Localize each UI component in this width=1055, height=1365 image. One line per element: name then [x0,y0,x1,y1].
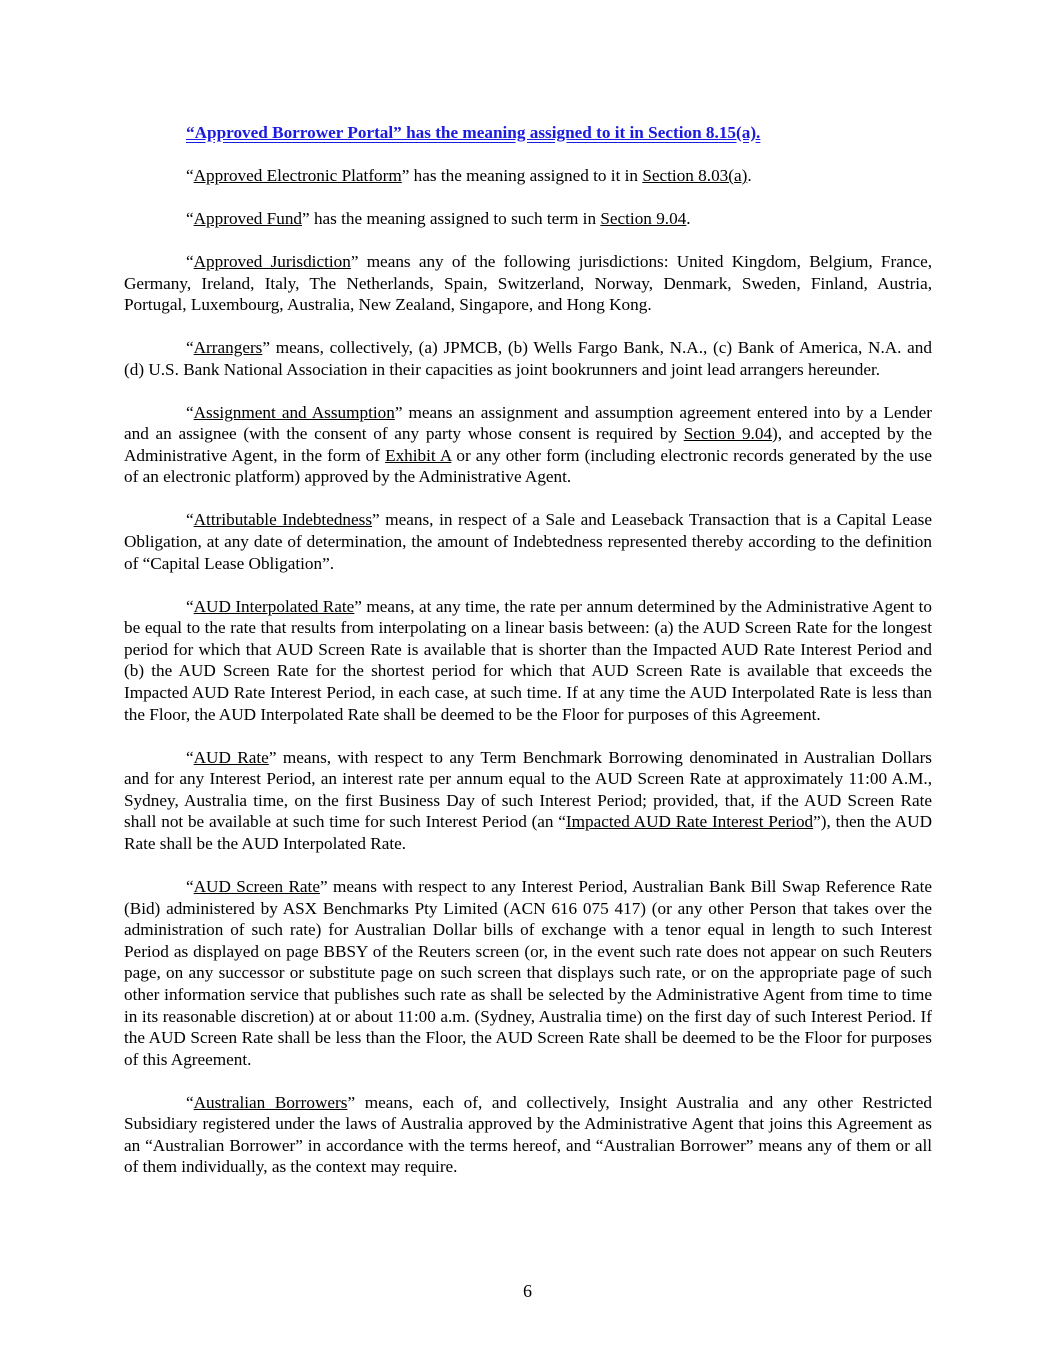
definition-approved-jurisdiction [124,251,932,316]
definition-text: “ [186,402,194,422]
definition-text: “ [186,165,194,185]
definition-text: ” has the meaning assigned to it in [401,165,643,185]
defined-term: AUD Rate [193,747,269,767]
definition-text: ” means, each of, and collectively, Insight Australia and any other Restricted Subsidiary registered under the laws of Australia approved by the Administrative Agent that joins this Agreement as an “Australian Borrower” in accordance with the terms hereof, and “Australian Borrower” means any of them or all of them individually, as the context may require. [124,1092,932,1177]
defined-term: Section 9.04 [600,208,687,228]
defined-term: Approved Fund [193,208,303,228]
definition-approved-fund [124,208,932,230]
definition-text: ” means, at any time, the rate per annum determined by the Administrative Agent to be equal to the rate that results from interpolating on a linear basis between: (a) the AUD Screen Rate for the longest period for which that AUD Screen Rate is available that is shorter than the Impacted AUD Rate Interest Period and (b) the AUD Screen Rate for the shortest period for which that AUD Screen Rate is available that exceeds the Impacted AUD Rate Interest Period, in each case, at such time. If at any time the AUD Interpolated Rate is less than the Floor, the AUD Interpolated Rate shall be deemed to be the Floor for purposes of this Agreement. [124,596,932,724]
defined-term: Arrangers [193,338,263,358]
definition-text: “ [186,596,194,616]
definition-text: “Approved Borrower Portal” has the meaning assigned to it in Section 8.15(a). [186,123,761,142]
definition-text: ), and accepted by the Administrative Agent, in the form of [124,424,932,465]
definitions-list [124,122,932,1178]
definition-assignment-and-assumption [124,402,932,488]
definition-text: ” has the meaning assigned to such term in [302,208,601,228]
defined-term: Section 9.04 [683,424,773,444]
defined-term: Approved Electronic Platform [193,165,402,185]
definition-text: “ [186,747,194,767]
definition-text: ” means, in respect of a Sale and Leaseback Transaction that is a Capital Lease Obligation, at any date of determination, the amount of Indebtedness represented thereby according to the definition of “Capital Lease Obligation”. [124,510,932,573]
defined-term: AUD Screen Rate [193,876,320,896]
definition-aud-interpolated-rate [124,596,932,726]
defined-term: Australian Borrowers [193,1092,348,1112]
definition-aud-screen-rate [124,876,932,1070]
definition-australian-borrowers [124,1092,932,1178]
document-body [124,122,932,1199]
definition-text: “ [186,1092,194,1112]
definition-text: . [747,165,752,185]
defined-term: Attributable Indebtedness [193,510,373,530]
definition-text: “ [186,338,194,358]
definition-approved-borrower-portal [124,122,932,144]
definition-text: “ [186,251,194,271]
definition-aud-rate [124,747,932,855]
definition-approved-electronic-platform [124,165,932,187]
definition-text: “ [186,208,194,228]
definition-text: ” means, with respect to any Term Benchmark Borrowing denominated in Australian Dollars and for any Interest Period, an interest rate per annum equal to the AUD Screen Rate at approximately 11:00 A.M., Sydney, Australia time, on the first Business Day of such Interest Period; provided, that, if the AUD Screen Rate shall not be available at such time for such Interest Period (an “ [124,747,932,832]
defined-term: AUD Interpolated Rate [193,596,355,616]
definition-text: . [686,208,691,228]
definition-text: ” means an assignment and assumption agreement entered into by a Lender and an assignee (with the consent of any party whose consent is required by [124,402,932,444]
definition-text: or any other form (including electronic records generated by the use of an electronic platform) approved by the Administrative Agent. [124,445,933,487]
page-number: 6 [523,1281,532,1301]
definition-attributable-indebtedness [124,509,932,574]
definition-text: ” means with respect to any Interest Period, Australian Bank Bill Swap Reference Rate (Bid) administered by ASX Benchmarks Pty Limited (ACN 616 075 417) (or any other Person that takes over the administration of such rate) for Australian Dollar bills of exchange with a tenor equal in length to such Interest Period as displayed on page BBSY of the Reuters screen (or, in the event such rate does not appear on such Reuters page, on any successor or substitute page on such screen that displays such rate, or on the appropriate page of such other information service that publishes such rate as shall be selected by the Administrative Agent from time to time in its reasonable discretion) at or about 11:00 a.m. (Sydney, Australia time) on the first day of such Interest Period. If the AUD Screen Rate shall be less than the Floor, the AUD Screen Rate shall be deemed to be the Floor for purposes of this Agreement. [124,876,932,1069]
definition-arrangers [124,337,932,380]
definition-text: “ [186,510,194,530]
definition-text: ” means, collectively, (a) JPMCB, (b) Wells Fargo Bank, N.A., (c) Bank of America, N.A. and (d) U.S. Bank National Association in their capacities as joint bookrunners and joint lead arrangers hereunder. [124,338,932,379]
defined-term: Exhibit A [385,445,452,465]
defined-term: Impacted AUD Rate Interest Period [565,812,814,832]
defined-term: Approved Jurisdiction [193,251,351,271]
definition-text: ”), then the AUD Rate shall be the AUD Interpolated Rate. [124,812,932,853]
defined-term: Section 8.03(a) [642,165,748,185]
definition-text: ” means any of the following jurisdictions: United Kingdom, Belgium, France, Germany, Ireland, Italy, The Netherlands, Spain, Switzerland, Norway, Denmark, Sweden, Finland, Austria, Portugal, Luxembourg, Australia, New Zealand, Singapore, and Hong Kong. [124,251,932,315]
definition-text: “ [186,876,194,896]
defined-term: Assignment and Assumption [193,402,395,422]
